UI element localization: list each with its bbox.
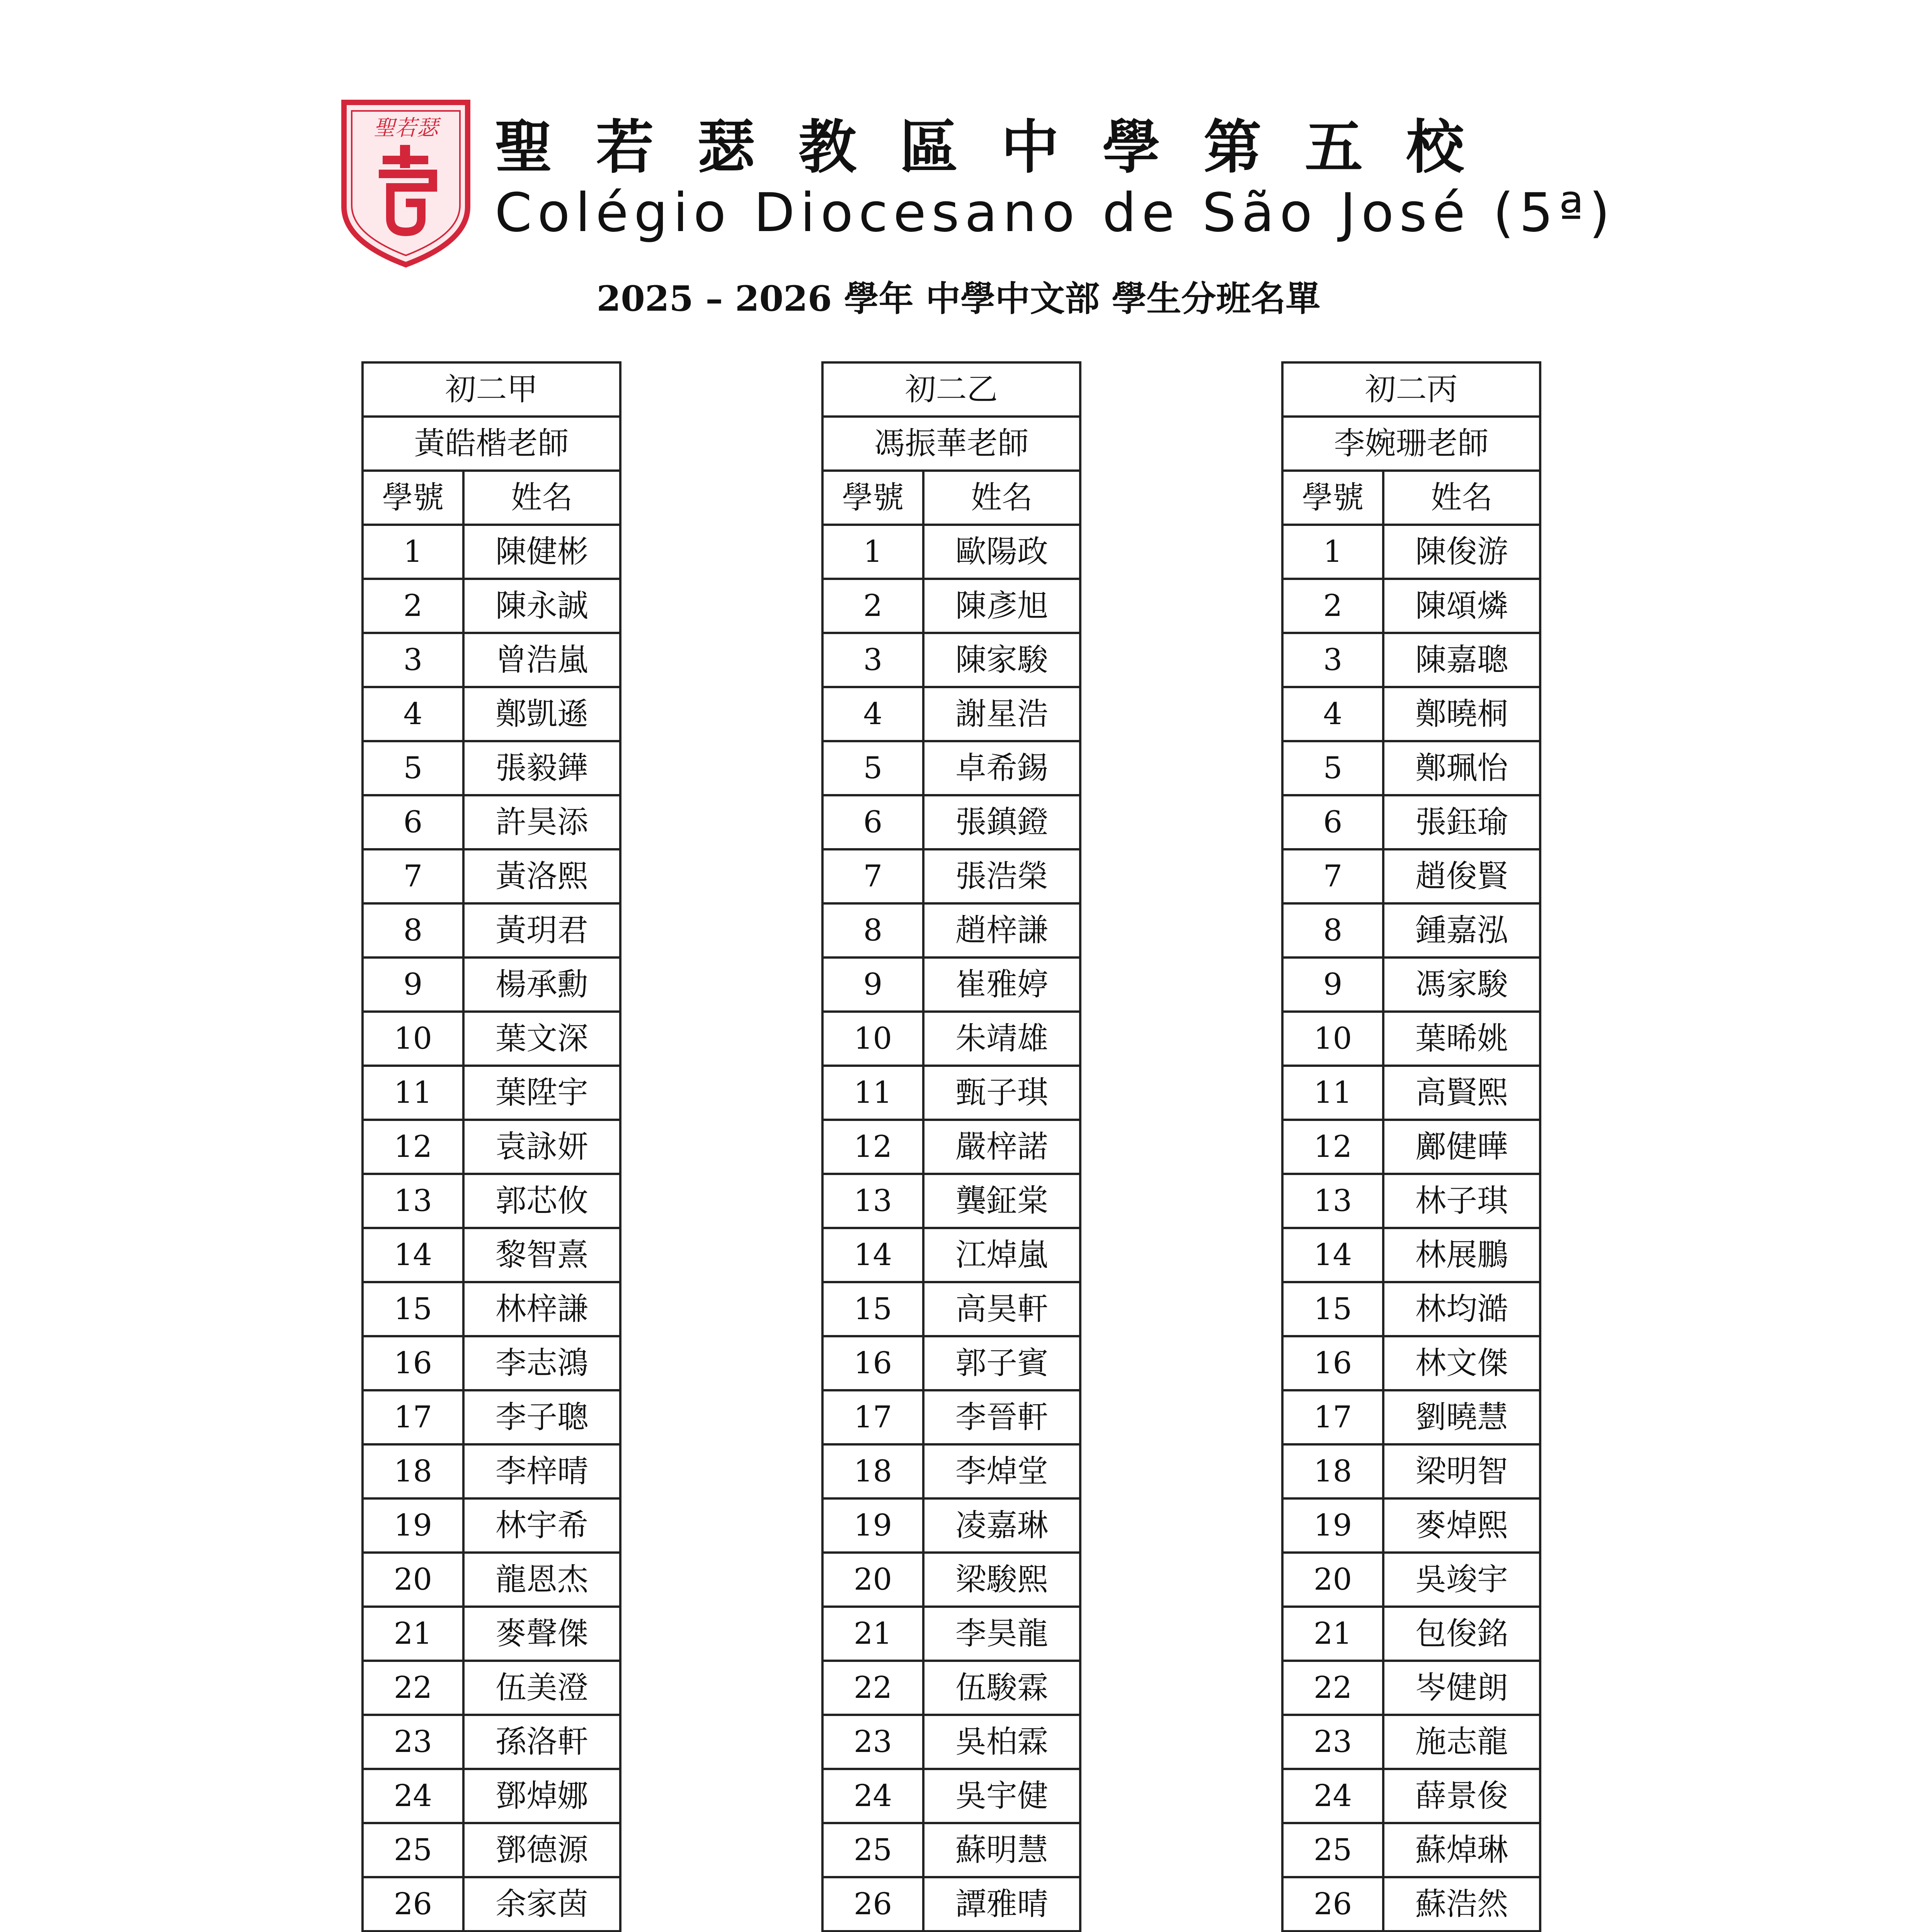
teacher-row	[1282, 417, 1540, 471]
student-number: 18	[1282, 1444, 1383, 1498]
student-name: 葉晞姚	[1383, 1012, 1540, 1066]
class-table-c	[1281, 361, 1541, 1932]
logo-lettering: 聖若瑟	[373, 116, 438, 141]
column-header-row	[822, 471, 1080, 525]
student-row	[822, 1390, 1080, 1444]
student-number: 11	[822, 1066, 923, 1120]
class-name: 初二乙	[822, 362, 1080, 417]
student-number: 25	[1282, 1823, 1383, 1877]
student-number: 9	[822, 957, 923, 1012]
student-name: 麥聲傑	[463, 1607, 620, 1661]
student-number: 5	[1282, 741, 1383, 795]
student-number: 23	[822, 1715, 923, 1769]
student-name: 陳家駿	[923, 633, 1080, 687]
student-row	[363, 1498, 620, 1553]
student-number: 16	[363, 1336, 463, 1390]
student-row	[363, 741, 620, 795]
student-number: 4	[1282, 687, 1383, 741]
column-header-number: 學號	[363, 471, 463, 525]
student-number: 16	[1282, 1336, 1383, 1390]
column-header-row	[1282, 471, 1540, 525]
student-name: 陳健彬	[463, 525, 620, 579]
student-row	[822, 1282, 1080, 1336]
student-row	[1282, 1336, 1540, 1390]
student-number: 1	[822, 525, 923, 579]
student-name: 張鎮鐙	[923, 795, 1080, 849]
student-name: 楊承勳	[463, 957, 620, 1012]
student-number: 3	[822, 633, 923, 687]
student-row	[363, 1336, 620, 1390]
student-row	[822, 1823, 1080, 1877]
student-name: 林梓謙	[463, 1282, 620, 1336]
student-name: 林子琪	[1383, 1174, 1540, 1228]
student-name: 陳嘉聰	[1383, 633, 1540, 687]
student-name: 黃玥君	[463, 903, 620, 957]
student-name: 葉文深	[463, 1012, 620, 1066]
student-name: 薛景俊	[1383, 1769, 1540, 1823]
student-row	[822, 1769, 1080, 1823]
student-number: 20	[1282, 1553, 1383, 1607]
student-name: 朱靖雄	[923, 1012, 1080, 1066]
student-row	[822, 579, 1080, 633]
student-name: 伍美澄	[463, 1661, 620, 1715]
student-row	[822, 1877, 1080, 1931]
student-number: 18	[822, 1444, 923, 1498]
student-number: 12	[1282, 1120, 1383, 1174]
student-row	[1282, 1444, 1540, 1498]
student-row	[1282, 1823, 1540, 1877]
student-number: 19	[822, 1498, 923, 1553]
student-row	[822, 1661, 1080, 1715]
class-table-a	[361, 361, 621, 1932]
student-name: 卓希錫	[923, 741, 1080, 795]
student-row	[1282, 1120, 1540, 1174]
student-number: 15	[1282, 1282, 1383, 1336]
student-name: 崔雅婷	[923, 957, 1080, 1012]
teacher-name: 李婉珊老師	[1282, 417, 1540, 471]
student-name: 凌嘉琳	[923, 1498, 1080, 1553]
class-table-b	[821, 361, 1081, 1932]
student-row	[1282, 1715, 1540, 1769]
student-number: 8	[1282, 903, 1383, 957]
column-header-number: 學號	[1282, 471, 1383, 525]
class-name-row	[822, 362, 1080, 417]
student-number: 12	[363, 1120, 463, 1174]
student-name: 郭芯攸	[463, 1174, 620, 1228]
student-row	[1282, 1553, 1540, 1607]
student-row	[822, 741, 1080, 795]
student-row	[822, 795, 1080, 849]
student-number: 2	[822, 579, 923, 633]
student-row	[363, 1066, 620, 1120]
student-number: 19	[363, 1498, 463, 1553]
student-row	[822, 957, 1080, 1012]
column-header-name: 姓名	[463, 471, 620, 525]
student-name: 江焯嵐	[923, 1228, 1080, 1282]
student-row	[1282, 1390, 1540, 1444]
student-row	[822, 1174, 1080, 1228]
student-number: 25	[822, 1823, 923, 1877]
student-name: 鄭珮怡	[1383, 741, 1540, 795]
student-name: 高昊軒	[923, 1282, 1080, 1336]
student-number: 14	[363, 1228, 463, 1282]
student-row	[1282, 1607, 1540, 1661]
student-name: 蘇焯琳	[1383, 1823, 1540, 1877]
student-number: 2	[363, 579, 463, 633]
student-number: 26	[1282, 1877, 1383, 1931]
student-name: 蘇浩然	[1383, 1877, 1540, 1931]
student-row	[363, 1715, 620, 1769]
class-name-row	[1282, 362, 1540, 417]
student-name: 施志龍	[1383, 1715, 1540, 1769]
student-number: 16	[822, 1336, 923, 1390]
student-name: 林宇希	[463, 1498, 620, 1553]
student-number: 1	[363, 525, 463, 579]
student-name: 陳頌燐	[1383, 579, 1540, 633]
student-row	[1282, 525, 1540, 579]
student-row	[1282, 1661, 1540, 1715]
student-name: 歐陽政	[923, 525, 1080, 579]
student-name: 曾浩嵐	[463, 633, 620, 687]
student-row	[363, 1174, 620, 1228]
student-name: 葉陞宇	[463, 1066, 620, 1120]
student-number: 17	[1282, 1390, 1383, 1444]
student-row	[363, 957, 620, 1012]
student-name: 黎智熹	[463, 1228, 620, 1282]
student-row	[1282, 903, 1540, 957]
column-header-number: 學號	[822, 471, 923, 525]
student-row	[822, 1715, 1080, 1769]
student-row	[1282, 579, 1540, 633]
student-number: 13	[1282, 1174, 1383, 1228]
student-row	[1282, 1282, 1540, 1336]
student-number: 13	[822, 1174, 923, 1228]
student-name: 包俊銘	[1383, 1607, 1540, 1661]
student-row	[822, 903, 1080, 957]
student-number: 23	[1282, 1715, 1383, 1769]
student-name: 蘇明慧	[923, 1823, 1080, 1877]
student-row	[363, 1012, 620, 1066]
student-number: 21	[363, 1607, 463, 1661]
student-number: 3	[1282, 633, 1383, 687]
student-number: 15	[363, 1282, 463, 1336]
student-row	[363, 1607, 620, 1661]
student-number: 6	[1282, 795, 1383, 849]
document-title: 2025 – 2026 學年 中學中文部 學生分班名單	[596, 278, 1321, 319]
student-number: 1	[1282, 525, 1383, 579]
student-number: 5	[363, 741, 463, 795]
student-name: 陳永誠	[463, 579, 620, 633]
student-number: 25	[363, 1823, 463, 1877]
student-number: 10	[1282, 1012, 1383, 1066]
student-name: 麥焯熙	[1383, 1498, 1540, 1553]
student-row	[363, 633, 620, 687]
class-name: 初二丙	[1282, 362, 1540, 417]
student-row	[363, 849, 620, 903]
student-number: 26	[363, 1877, 463, 1931]
student-name: 林文傑	[1383, 1336, 1540, 1390]
student-number: 5	[822, 741, 923, 795]
student-number: 9	[1282, 957, 1383, 1012]
student-name: 袁詠妍	[463, 1120, 620, 1174]
student-number: 3	[363, 633, 463, 687]
student-name: 陳彥旭	[923, 579, 1080, 633]
student-name: 李焯堂	[923, 1444, 1080, 1498]
student-name: 劉曉慧	[1383, 1390, 1540, 1444]
student-number: 20	[822, 1553, 923, 1607]
student-number: 8	[822, 903, 923, 957]
class-name-row	[363, 362, 620, 417]
student-name: 李子聰	[463, 1390, 620, 1444]
student-row	[363, 1877, 620, 1931]
student-row	[363, 1661, 620, 1715]
student-name: 吳柏霖	[923, 1715, 1080, 1769]
student-number: 19	[1282, 1498, 1383, 1553]
student-row	[822, 1336, 1080, 1390]
teacher-name: 馮振華老師	[822, 417, 1080, 471]
student-number: 8	[363, 903, 463, 957]
student-name: 謝星浩	[923, 687, 1080, 741]
column-header-name: 姓名	[923, 471, 1080, 525]
teacher-row	[363, 417, 620, 471]
student-row	[1282, 1769, 1540, 1823]
student-name: 譚雅晴	[923, 1877, 1080, 1931]
student-row	[1282, 795, 1540, 849]
student-name: 鄧德源	[463, 1823, 620, 1877]
student-number: 4	[822, 687, 923, 741]
student-row	[1282, 1012, 1540, 1066]
student-number: 10	[822, 1012, 923, 1066]
student-name: 梁駿熙	[923, 1553, 1080, 1607]
student-name: 黃洛熙	[463, 849, 620, 903]
student-row	[363, 1228, 620, 1282]
student-name: 林均澔	[1383, 1282, 1540, 1336]
student-row	[363, 1282, 620, 1336]
student-row	[363, 579, 620, 633]
student-name: 孫洛軒	[463, 1715, 620, 1769]
student-number: 2	[1282, 579, 1383, 633]
student-number: 6	[363, 795, 463, 849]
student-name: 鄺健曄	[1383, 1120, 1540, 1174]
student-name: 李梓晴	[463, 1444, 620, 1498]
student-row	[822, 1066, 1080, 1120]
student-name: 趙梓謙	[923, 903, 1080, 957]
student-name: 陳俊游	[1383, 525, 1540, 579]
student-number: 20	[363, 1553, 463, 1607]
student-number: 22	[363, 1661, 463, 1715]
column-header-name: 姓名	[1383, 471, 1540, 525]
student-number: 21	[822, 1607, 923, 1661]
student-row	[363, 1553, 620, 1607]
student-name: 鄭凱遜	[463, 687, 620, 741]
student-name: 張鈺瑜	[1383, 795, 1540, 849]
student-name: 嚴梓諾	[923, 1120, 1080, 1174]
student-number: 13	[363, 1174, 463, 1228]
student-row	[363, 795, 620, 849]
student-number: 9	[363, 957, 463, 1012]
student-row	[822, 687, 1080, 741]
student-row	[363, 903, 620, 957]
student-name: 張毅鏵	[463, 741, 620, 795]
student-row	[822, 1120, 1080, 1174]
student-row	[1282, 957, 1540, 1012]
student-number: 18	[363, 1444, 463, 1498]
student-name: 梁明智	[1383, 1444, 1540, 1498]
student-name: 龔鉦棠	[923, 1174, 1080, 1228]
student-name: 張浩榮	[923, 849, 1080, 903]
student-number: 26	[822, 1877, 923, 1931]
student-row	[822, 1012, 1080, 1066]
student-name: 趙俊賢	[1383, 849, 1540, 903]
student-name: 李昊龍	[923, 1607, 1080, 1661]
student-number: 12	[822, 1120, 923, 1174]
school-name-portuguese: Colégio Diocesano de São José (5ª)	[495, 182, 1616, 244]
student-row	[822, 633, 1080, 687]
student-name: 鍾嘉泓	[1383, 903, 1540, 957]
student-name: 馮家駿	[1383, 957, 1540, 1012]
student-number: 23	[363, 1715, 463, 1769]
student-row	[1282, 1877, 1540, 1931]
student-row	[822, 1498, 1080, 1553]
student-row	[1282, 1066, 1540, 1120]
student-number: 7	[822, 849, 923, 903]
student-number: 17	[363, 1390, 463, 1444]
student-name: 余家茵	[463, 1877, 620, 1931]
teacher-name: 黃皓楷老師	[363, 417, 620, 471]
student-row	[822, 849, 1080, 903]
teacher-row	[822, 417, 1080, 471]
student-name: 甄子琪	[923, 1066, 1080, 1120]
student-number: 7	[1282, 849, 1383, 903]
school-name-chinese: 聖若瑟教區中學第五校	[495, 114, 1508, 181]
student-row	[822, 1228, 1080, 1282]
student-row	[1282, 687, 1540, 741]
student-row	[1282, 741, 1540, 795]
student-number: 17	[822, 1390, 923, 1444]
column-header-row	[363, 471, 620, 525]
student-name: 李志鴻	[463, 1336, 620, 1390]
student-name: 龍恩杰	[463, 1553, 620, 1607]
student-number: 15	[822, 1282, 923, 1336]
student-name: 鄭曉桐	[1383, 687, 1540, 741]
student-number: 21	[1282, 1607, 1383, 1661]
student-number: 11	[363, 1066, 463, 1120]
student-number: 14	[822, 1228, 923, 1282]
student-row	[1282, 1228, 1540, 1282]
student-name: 吳宇健	[923, 1769, 1080, 1823]
student-number: 24	[1282, 1769, 1383, 1823]
class-name: 初二甲	[363, 362, 620, 417]
student-row	[363, 1444, 620, 1498]
student-row	[1282, 633, 1540, 687]
student-number: 14	[1282, 1228, 1383, 1282]
student-row	[1282, 849, 1540, 903]
student-row	[363, 525, 620, 579]
student-number: 10	[363, 1012, 463, 1066]
student-row	[1282, 1498, 1540, 1553]
student-name: 許昊添	[463, 795, 620, 849]
student-name: 岑健朗	[1383, 1661, 1540, 1715]
student-row	[822, 1607, 1080, 1661]
student-number: 22	[822, 1661, 923, 1715]
student-row	[822, 1553, 1080, 1607]
student-row	[1282, 1174, 1540, 1228]
student-row	[363, 1823, 620, 1877]
student-number: 4	[363, 687, 463, 741]
student-row	[822, 1444, 1080, 1498]
student-row	[363, 1120, 620, 1174]
student-number: 7	[363, 849, 463, 903]
student-name: 郭子賓	[923, 1336, 1080, 1390]
student-name: 李晉軒	[923, 1390, 1080, 1444]
student-row	[363, 1769, 620, 1823]
student-number: 6	[822, 795, 923, 849]
student-row	[822, 525, 1080, 579]
student-number: 22	[1282, 1661, 1383, 1715]
student-name: 林展鵬	[1383, 1228, 1540, 1282]
student-name: 伍駿霖	[923, 1661, 1080, 1715]
student-number: 11	[1282, 1066, 1383, 1120]
student-row	[363, 687, 620, 741]
student-name: 高賢熙	[1383, 1066, 1540, 1120]
student-name: 鄧焯娜	[463, 1769, 620, 1823]
student-number: 24	[822, 1769, 923, 1823]
student-number: 24	[363, 1769, 463, 1823]
student-row	[363, 1390, 620, 1444]
school-logo	[336, 91, 475, 272]
student-name: 吳竣宇	[1383, 1553, 1540, 1607]
